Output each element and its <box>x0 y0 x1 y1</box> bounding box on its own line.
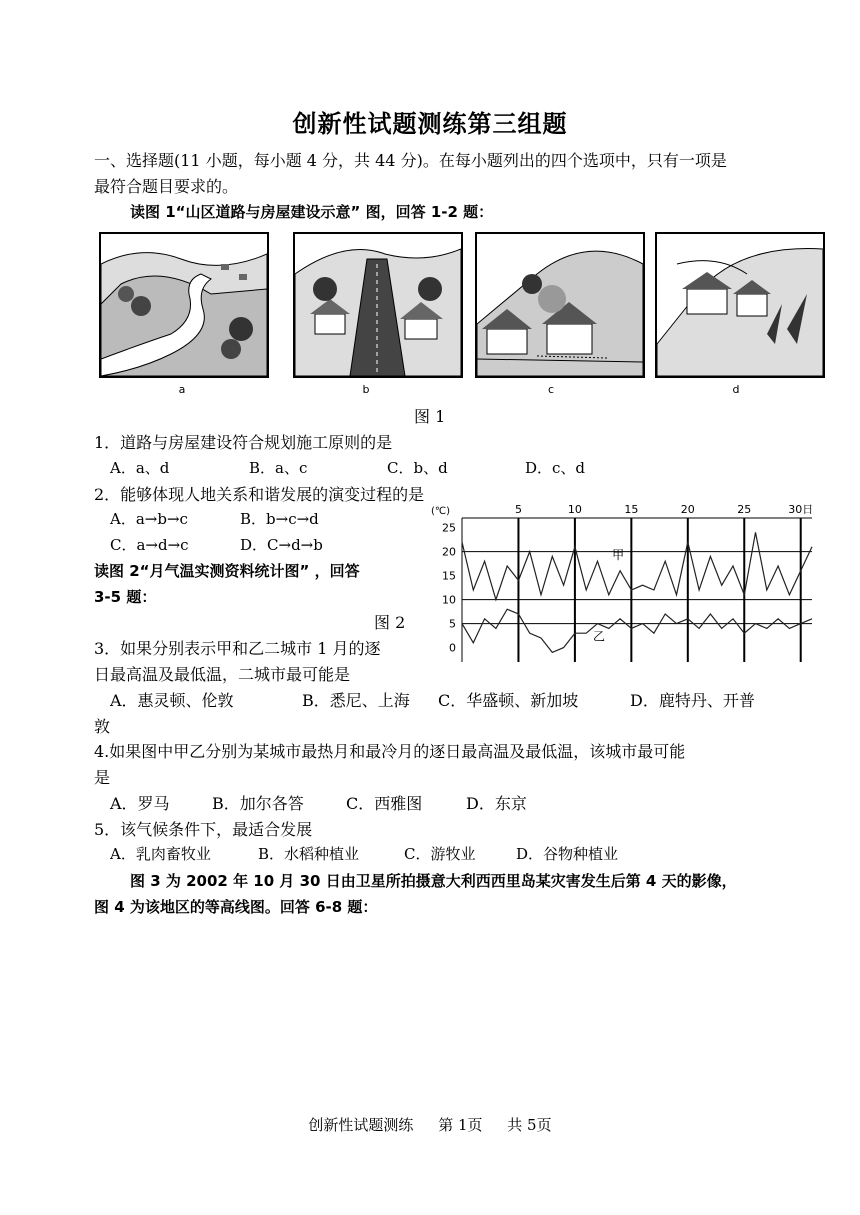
chart-y-tick-label: 5 <box>449 617 456 631</box>
q1-stem: 1．道路与房屋建设符合规划施工原则的是 <box>94 433 393 452</box>
figure2-caption: 图 2 <box>374 613 406 632</box>
q4-stem-line1: 4.如果图中甲乙分别为某城市最热月和最冷月的逐日最高温及最低温，该城市最可能 <box>94 742 686 761</box>
figure1-panel-c <box>475 232 645 378</box>
chart-x-tick-label: 5 <box>514 503 522 516</box>
figure1-label-b: b <box>362 383 370 396</box>
q4-option-a: A．罗马 <box>110 794 170 813</box>
chart-y-tick-label: 20 <box>442 545 456 559</box>
chart-y-axis-label: (℃) <box>430 506 450 517</box>
q5-stem: 5．该气候条件下，最适合发展 <box>94 820 313 839</box>
figure1-panel-b <box>293 232 463 378</box>
chart-y-tick-label: 15 <box>442 569 456 583</box>
q4-option-c: C．西雅图 <box>346 794 423 813</box>
q3-option-c: C．华盛顿、新加坡 <box>438 691 579 710</box>
q1-option-d: D．c、d <box>525 459 586 477</box>
section-intro-line1: 一、选择题(11 小题，每小题 4 分，共 44 分)。在每小题列出的四个选项中，只有一项是 <box>94 151 727 170</box>
chart-series-label-1: 甲 <box>612 547 625 562</box>
q1-option-c: C．b、d <box>387 459 448 477</box>
q2-option-b: B．b→c→d <box>240 510 319 528</box>
q2-option-d: D．C→d→b <box>240 536 323 554</box>
q4-stem-line2: 是 <box>94 768 111 787</box>
footer-page-number: 第 1页 <box>438 1116 483 1134</box>
page-footer <box>0 1114 860 1135</box>
chart-y-tick-label: 10 <box>442 593 456 607</box>
q3-stem-line2: 日最高温及最低温，二城市最可能是 <box>94 665 351 684</box>
figure1-panel-a <box>99 232 269 378</box>
figure1-caption: 图 1 <box>414 407 446 426</box>
chart-x-tick-label: 20 <box>680 503 695 516</box>
figure1-panel-d <box>655 232 825 378</box>
fig1-prompt: 读图 1“山区道路与房屋建设示意” 图，回答 1-2 题： <box>130 203 494 221</box>
q4-option-d: D．东京 <box>466 794 527 813</box>
q5-option-a: A．乳肉畜牧业 <box>110 845 211 863</box>
q1-option-b: B．a、c <box>249 459 308 477</box>
page-title: 创新性试题测练第三组题 <box>292 109 568 138</box>
chart-x-tick-label: 10 <box>567 503 582 516</box>
temperature-chart <box>420 500 820 670</box>
chart-series-line-1 <box>462 532 812 599</box>
q3-option-b: B．悉尼、上海 <box>302 691 410 710</box>
fig34-prompt-line1: 图 3 为 2002 年 10 月 30 日由卫星所拍摄意大利西西里岛某灾害发生后第 4 天的影像， <box>130 872 737 890</box>
figure1-label-c: c <box>547 383 555 396</box>
q3-stem-line1: 3．如果分别表示甲和乙二城市 1 月的逐 <box>94 639 381 658</box>
q2-option-c: C．a→d→c <box>110 536 189 554</box>
fig2-prompt-line2: 3-5 题： <box>94 588 157 606</box>
q5-option-c: C．游牧业 <box>404 845 476 863</box>
q3-option-d: D．鹿特丹、开普 <box>630 691 755 710</box>
fig2-prompt-line1: 读图 2“月气温实测资料统计图” ，回答 <box>94 562 360 580</box>
fig34-prompt-line2: 图 4 为该地区的等高线图。回答 6-8 题： <box>94 898 378 916</box>
footer-total-pages: 共 5页 <box>507 1116 552 1134</box>
figure1-label-d: d <box>732 383 740 396</box>
q1-option-a: A．a、d <box>110 459 170 477</box>
q3-option-d-wrap: 敦 <box>94 717 111 736</box>
figure1-label-a: a <box>178 383 186 396</box>
q5-option-d: D．谷物种植业 <box>516 845 619 863</box>
q2-option-a: A．a→b→c <box>110 510 188 528</box>
chart-x-tick-label: 25 <box>737 503 752 516</box>
q2-stem: 2．能够体现人地关系和谐发展的演变过程的是 <box>94 485 425 504</box>
chart-y-tick-label: 0 <box>449 641 456 655</box>
q4-option-b: B．加尔各答 <box>212 794 304 813</box>
chart-x-tick-label: 15 <box>624 503 639 516</box>
chart-y-tick-label: 25 <box>442 521 456 535</box>
section-intro-line2: 最符合题目要求的。 <box>94 177 239 196</box>
chart-x-tick-label: 30日 <box>788 503 814 516</box>
q5-option-b: B．水稻种植业 <box>258 845 360 863</box>
chart-series-label-2: 乙 <box>592 629 605 644</box>
q3-option-a: A．惠灵顿、伦敦 <box>110 691 234 710</box>
chart-series-line-2 <box>462 609 812 652</box>
footer-doc-name: 创新性试题测练 <box>308 1116 414 1134</box>
